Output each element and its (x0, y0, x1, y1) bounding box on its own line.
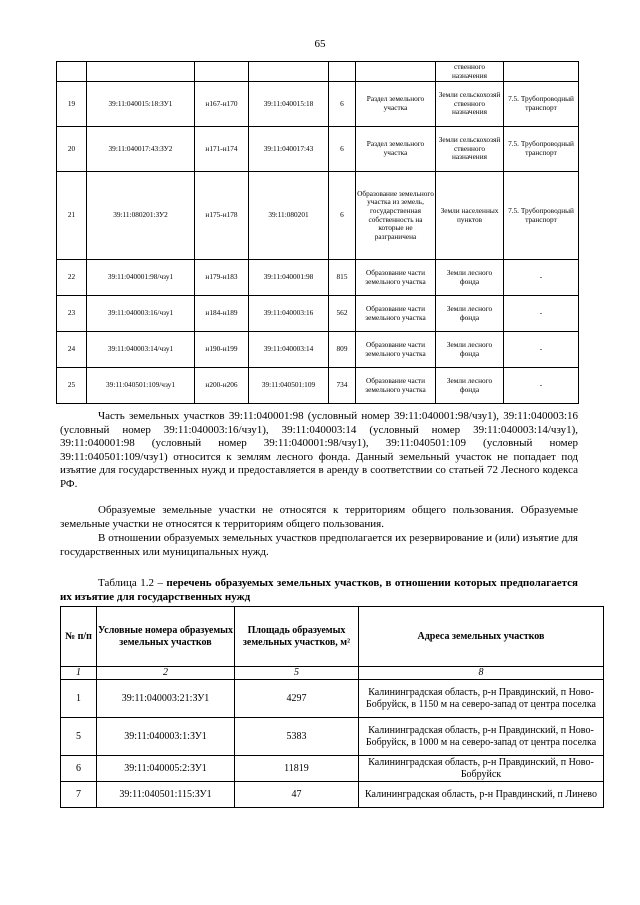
land-plots-table (56, 61, 579, 404)
table-row (57, 332, 579, 368)
cell-num: 1 (61, 680, 97, 718)
cell-area: 6 (329, 82, 356, 127)
cell-category: Земли лесного фонда (436, 260, 504, 296)
cell-type (356, 62, 436, 82)
table-row (57, 172, 579, 260)
seizure-plots-table (60, 606, 604, 808)
cell-cadastral: 39:11:040501:109/чзу1 (87, 368, 195, 404)
cell-source: 39:11:040003:14 (249, 332, 329, 368)
cell-area: 809 (329, 332, 356, 368)
cell-cadastral: 39:11:040501:115:ЗУ1 (97, 782, 235, 808)
cell-points (195, 62, 249, 82)
cell-type: Раздел земельного участка (356, 127, 436, 172)
cell-use: 7.5. Трубопроводный транспорт (504, 127, 579, 172)
cell-cadastral: 39:11:040005:2:ЗУ1 (97, 756, 235, 782)
cell-cadastral: 39:11:040003:16/чзу1 (87, 296, 195, 332)
column-number-row (61, 667, 604, 680)
table-row (61, 756, 604, 782)
cell-points: н200-н206 (195, 368, 249, 404)
cell-cadastral: 39:11:040001:98/чзу1 (87, 260, 195, 296)
cell-num: 7 (61, 782, 97, 808)
cell-cadastral: 39:11:040003:1:ЗУ1 (97, 718, 235, 756)
table-header-row (61, 607, 604, 667)
cell-area: 815 (329, 260, 356, 296)
cell-area: 47 (235, 782, 359, 808)
table-row (57, 296, 579, 332)
cell-use: - (504, 296, 579, 332)
cell-area: 562 (329, 296, 356, 332)
cell-cadastral: 39:11:080201:ЗУ2 (87, 172, 195, 260)
table-row (57, 260, 579, 296)
table-row (61, 680, 604, 718)
table-row (57, 368, 579, 404)
paragraph-public-use: Образуемые земельные участки не относятся к территориям общего пользования. Образуемые земельные участки не относятся к территориям общего пользования. (60, 504, 578, 530)
cell-num: 5 (61, 718, 97, 756)
cell-points: н167-н170 (195, 82, 249, 127)
cell-cadastral (87, 62, 195, 82)
table-row (61, 718, 604, 756)
cell-type: Образование земельного участка из земель, государственная собственность на которые не разграничена (356, 172, 436, 260)
col-number: 8 (359, 667, 604, 680)
cell-address: Калининградская область, р-н Правдинский, п Ново-Бобруйск (359, 756, 604, 782)
table-row (57, 82, 579, 127)
cell-type: Образование части земельного участка (356, 368, 436, 404)
cell-area: 6 (329, 127, 356, 172)
cell-cadastral: 39:11:040015:18:ЗУ1 (87, 82, 195, 127)
cell-points: н184-н189 (195, 296, 249, 332)
cell-type: Образование части земельного участка (356, 332, 436, 368)
cell-points: н175-н178 (195, 172, 249, 260)
cell-source: 39:11:080201 (249, 172, 329, 260)
cell-area: 11819 (235, 756, 359, 782)
table-caption (60, 577, 578, 604)
cell-points: н179-н183 (195, 260, 249, 296)
cell-type: Образование части земельного участка (356, 260, 436, 296)
cell-category: Земли лесного фонда (436, 332, 504, 368)
cell-area: 4297 (235, 680, 359, 718)
cell-source: 39:11:040017:43 (249, 127, 329, 172)
cell-points: н171-н174 (195, 127, 249, 172)
cell-num: 25 (57, 368, 87, 404)
cell-num: 24 (57, 332, 87, 368)
cell-use (504, 62, 579, 82)
cell-use: 7.5. Трубопроводный транспорт (504, 82, 579, 127)
header-cadastral: Условные номера образуемых земельных участков (97, 607, 235, 667)
cell-area: 5383 (235, 718, 359, 756)
cell-num: 23 (57, 296, 87, 332)
cell-num: 19 (57, 82, 87, 127)
cell-num: 21 (57, 172, 87, 260)
cell-type: Раздел земельного участка (356, 82, 436, 127)
cell-cadastral: 39:11:040017:43:ЗУ2 (87, 127, 195, 172)
cell-address: Калининградская область, р-н Правдинский, п Линево (359, 782, 604, 808)
cell-num: 22 (57, 260, 87, 296)
cell-num: 20 (57, 127, 87, 172)
paragraph-reservation: В отношении образуемых земельных участков предполагается их резервирование и (или) изъятие для государственных или муниципальных нужд. (60, 532, 578, 558)
cell-area (329, 62, 356, 82)
col-number: 2 (97, 667, 235, 680)
cell-source: 39:11:040003:16 (249, 296, 329, 332)
cell-category: ственного назначения (436, 62, 504, 82)
table-row (57, 127, 579, 172)
cell-num: 6 (61, 756, 97, 782)
cell-use: - (504, 332, 579, 368)
cell-category: Земли лесного фонда (436, 296, 504, 332)
cell-area: 6 (329, 172, 356, 260)
cell-source: 39:11:040015:18 (249, 82, 329, 127)
cell-type: Образование части земельного участка (356, 296, 436, 332)
header-num: № п/п (61, 607, 97, 667)
cell-category: Земли населенных пунктов (436, 172, 504, 260)
cell-source: 39:11:040501:109 (249, 368, 329, 404)
cell-source (249, 62, 329, 82)
page-number: 65 (314, 38, 326, 50)
caption-prefix: Таблица 1.2 – (98, 577, 167, 589)
cell-category: Земли сельскохозяй ственного назначения (436, 127, 504, 172)
cell-address: Калининградская область, р-н Правдинский, п Ново-Бобруйск, в 1150 м на северо-запад от центра поселка (359, 680, 604, 718)
cell-points: н190-н199 (195, 332, 249, 368)
col-number: 1 (61, 667, 97, 680)
header-address: Адреса земельных участков (359, 607, 604, 667)
cell-cadastral: 39:11:040003:14/чзу1 (87, 332, 195, 368)
cell-use: 7.5. Трубопроводный транспорт (504, 172, 579, 260)
col-number: 5 (235, 667, 359, 680)
table-row (57, 62, 579, 82)
header-area: Площадь образуемых земельных участков, м² (235, 607, 359, 667)
cell-use: - (504, 260, 579, 296)
cell-category: Земли сельскохозяй ственного назначения (436, 82, 504, 127)
caption-title: перечень образуемых земельных участков, в отношении которых предполагается их изъятие для государственных нужд (60, 577, 578, 603)
cell-cadastral: 39:11:040003:21:ЗУ1 (97, 680, 235, 718)
cell-num (57, 62, 87, 82)
cell-source: 39:11:040001:98 (249, 260, 329, 296)
paragraph-forest-lands: Часть земельных участков 39:11:040001:98 (условный номер 39:11:040001:98/чзу1), 39:11:040003:16 (условный номер 39:11:040003:16/чзу1), 39:11:040003:14 (условный номер 39:11:040003:14/чзу1), 39:11:040001:98 (условный номер 39:11:040001:98/чзу1), 39:11:040501:109 (условный номер 39:11:040501:109/чзу1) относится к землям лесного фонда. Данный земельный участок не попадает под изъятие для государственных нужд и предоставляется в аренду в соответствии со статьей 72 Лесного кодекса РФ. (60, 410, 578, 490)
cell-category: Земли лесного фонда (436, 368, 504, 404)
cell-use: - (504, 368, 579, 404)
table-row (61, 782, 604, 808)
cell-address: Калининградская область, р-н Правдинский, п Ново-Бобруйск, в 1000 м на северо-запад от центра поселка (359, 718, 604, 756)
cell-area: 734 (329, 368, 356, 404)
